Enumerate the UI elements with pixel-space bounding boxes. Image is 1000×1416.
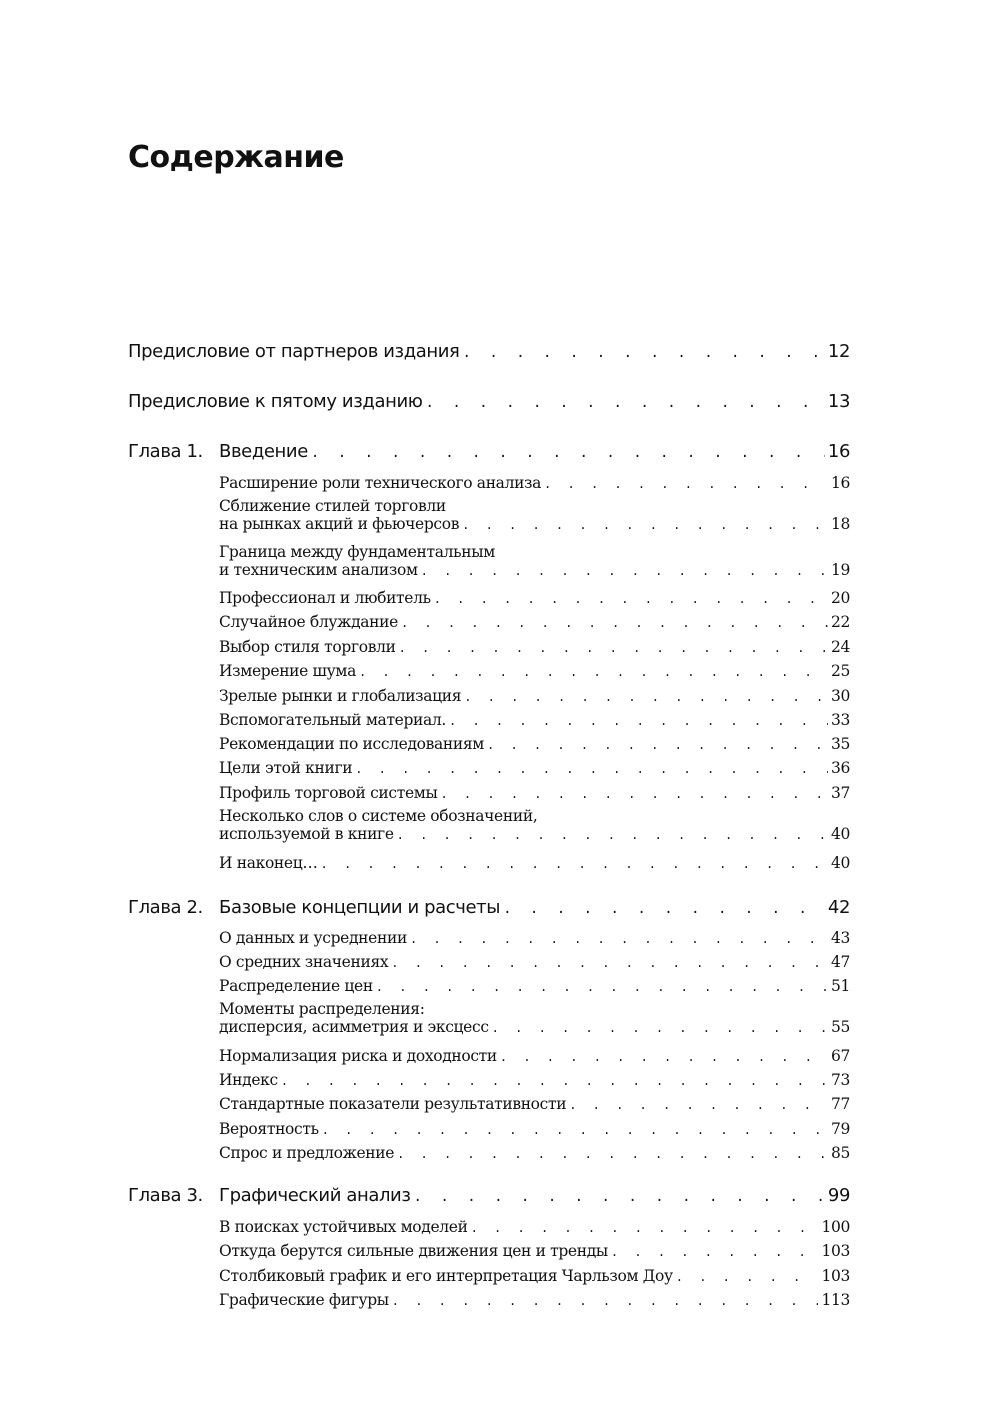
section-page: 37 — [830, 784, 850, 802]
section-label: и техническим анализом — [219, 561, 418, 579]
chapter-heading[interactable] — [128, 1185, 850, 1206]
dot-leader — [376, 980, 828, 994]
chapter-title: Графический анализ — [219, 1185, 411, 1206]
section-page: 40 — [830, 854, 850, 872]
section-label: используемой в книге — [219, 825, 394, 843]
page-title: Содержание — [128, 140, 344, 175]
dot-leader — [462, 345, 824, 361]
section-label: Стандартные показатели результативности — [219, 1095, 567, 1113]
section-label: И наконец… — [219, 854, 318, 872]
section-label-line1: Моменты распределения: — [219, 1000, 425, 1018]
section-label: Профессионал и любитель — [219, 589, 431, 607]
toc-entry-label: Предисловие от партнеров издания — [128, 341, 460, 362]
toc-entry[interactable] — [128, 391, 850, 412]
section-page: 18 — [830, 515, 850, 533]
toc-section[interactable] — [219, 543, 850, 579]
dot-leader — [311, 445, 825, 461]
toc-section[interactable] — [219, 474, 850, 492]
toc-section[interactable] — [219, 759, 850, 777]
section-page: 77 — [830, 1095, 850, 1113]
section-page: 25 — [830, 662, 850, 680]
toc-section[interactable] — [219, 977, 850, 995]
section-label: Столбиковый график и его интерпретация Чарльзом Доу — [219, 1267, 673, 1285]
toc-section[interactable] — [219, 735, 850, 753]
section-page: 43 — [830, 929, 850, 947]
toc-entry-page: 12 — [827, 341, 850, 362]
toc-section[interactable] — [219, 589, 850, 607]
toc-entry-page: 13 — [827, 391, 850, 412]
dot-leader — [355, 762, 828, 776]
section-page: 100 — [821, 1218, 850, 1236]
section-page: 22 — [830, 613, 850, 631]
section-label: О средних значениях — [219, 953, 389, 971]
section-page: 19 — [830, 561, 850, 579]
dot-leader — [462, 518, 828, 532]
section-label-line1: Сближение стилей торговли — [219, 497, 446, 515]
section-page: 55 — [830, 1018, 850, 1036]
toc-section[interactable] — [219, 1144, 850, 1162]
dot-leader — [359, 665, 828, 679]
toc-section[interactable] — [219, 1047, 850, 1065]
section-page: 36 — [830, 759, 850, 777]
dot-leader — [503, 901, 825, 917]
toc-entry-label: Предисловие к пятому изданию — [128, 391, 423, 412]
section-page: 51 — [830, 977, 850, 995]
dot-leader — [611, 1245, 819, 1259]
section-label: дисперсия, асимметрия и эксцесс — [219, 1018, 489, 1036]
dot-leader — [321, 857, 828, 871]
section-label: Случайное блуждание — [219, 613, 398, 631]
chapter-title: Базовые концепции и расчеты — [219, 897, 501, 918]
dot-leader — [401, 616, 828, 630]
dot-leader — [676, 1270, 819, 1284]
toc-section[interactable] — [219, 1095, 850, 1113]
section-page: 33 — [830, 711, 850, 729]
section-page: 30 — [830, 687, 850, 705]
dot-leader — [391, 956, 828, 970]
dot-leader — [487, 738, 828, 752]
dot-leader — [434, 592, 828, 606]
chapter-heading[interactable] — [128, 897, 850, 918]
toc-section[interactable] — [219, 953, 850, 971]
dot-leader — [471, 1221, 819, 1235]
section-label: Профиль торговой системы — [219, 784, 438, 802]
section-label: Индекс — [219, 1071, 278, 1089]
section-page: 67 — [830, 1047, 850, 1065]
toc-section[interactable] — [219, 1291, 850, 1309]
section-label-line1: Граница между фундаментальным — [219, 543, 495, 561]
section-label: Графические фигуры — [219, 1291, 389, 1309]
chapter-page: 42 — [827, 897, 850, 918]
dot-leader — [449, 714, 828, 728]
section-page: 113 — [821, 1291, 850, 1309]
toc-section[interactable] — [219, 1218, 850, 1236]
toc-section[interactable] — [219, 1242, 850, 1260]
dot-leader — [410, 932, 828, 946]
toc-section[interactable] — [219, 497, 850, 533]
section-page: 40 — [830, 825, 850, 843]
section-page: 16 — [830, 474, 850, 492]
dot-leader — [464, 690, 828, 704]
section-label: Выбор стиля торговли — [219, 638, 396, 656]
section-label: В поисках устойчивых моделей — [219, 1218, 468, 1236]
dot-leader — [440, 787, 827, 801]
dot-leader — [392, 1294, 819, 1308]
toc-section[interactable] — [219, 1267, 850, 1285]
section-label: Вероятность — [219, 1120, 319, 1138]
chapter-number: Глава 3. — [128, 1185, 203, 1206]
section-page: 47 — [830, 953, 850, 971]
section-label: Откуда берутся сильные движения цен и тренды — [219, 1242, 608, 1260]
chapter-number: Глава 1. — [128, 441, 203, 462]
toc-section[interactable] — [219, 662, 850, 680]
dot-leader — [421, 564, 828, 578]
section-label: Спрос и предложение — [219, 1144, 395, 1162]
toc-section[interactable] — [219, 807, 850, 843]
toc-section[interactable] — [219, 638, 850, 656]
section-label: Распределение цен — [219, 977, 373, 995]
toc-section[interactable] — [219, 1071, 850, 1089]
section-label-line1: Несколько слов о системе обозначений, — [219, 807, 538, 825]
section-page: 103 — [821, 1242, 850, 1260]
chapter-heading[interactable] — [128, 441, 850, 462]
chapter-page: 99 — [827, 1185, 850, 1206]
section-label: Расширение роли технического анализа — [219, 474, 542, 492]
toc-entry[interactable] — [128, 341, 850, 362]
chapter-title: Введение — [219, 441, 308, 462]
section-label: Вспомогательный материал. — [219, 711, 447, 729]
section-page: 103 — [821, 1267, 850, 1285]
section-page: 35 — [830, 735, 850, 753]
toc-section[interactable] — [219, 784, 850, 802]
dot-leader — [399, 641, 828, 655]
section-label: Измерение шума — [219, 662, 356, 680]
toc-section[interactable] — [219, 687, 850, 705]
dot-leader — [281, 1074, 828, 1088]
section-page: 85 — [830, 1144, 850, 1162]
section-label: на рынках акций и фьючерсов — [219, 515, 460, 533]
dot-leader — [569, 1098, 828, 1112]
chapter-number: Глава 2. — [128, 897, 203, 918]
dot-leader — [426, 395, 825, 411]
dot-leader — [322, 1123, 828, 1137]
dot-leader — [397, 828, 828, 842]
section-label: Цели этой книги — [219, 759, 353, 777]
dot-leader — [500, 1050, 828, 1064]
dot-leader — [414, 1189, 825, 1205]
section-label: Зрелые рынки и глобализация — [219, 687, 462, 705]
section-page: 24 — [830, 638, 850, 656]
chapter-page: 16 — [827, 441, 850, 462]
section-page: 20 — [830, 589, 850, 607]
toc-section[interactable] — [219, 1000, 850, 1036]
toc-section[interactable] — [219, 711, 850, 729]
section-label: Рекомендации по исследованиям — [219, 735, 485, 753]
dot-leader — [492, 1021, 828, 1035]
toc-section[interactable] — [219, 1120, 850, 1138]
toc-section[interactable] — [219, 929, 850, 947]
section-label: Нормализация риска и доходности — [219, 1047, 497, 1065]
dot-leader — [544, 477, 828, 491]
toc-section[interactable] — [219, 613, 850, 631]
section-page: 73 — [830, 1071, 850, 1089]
section-page: 79 — [830, 1120, 850, 1138]
dot-leader — [397, 1147, 828, 1161]
section-label: О данных и усреднении — [219, 929, 407, 947]
toc-section[interactable] — [219, 854, 850, 872]
